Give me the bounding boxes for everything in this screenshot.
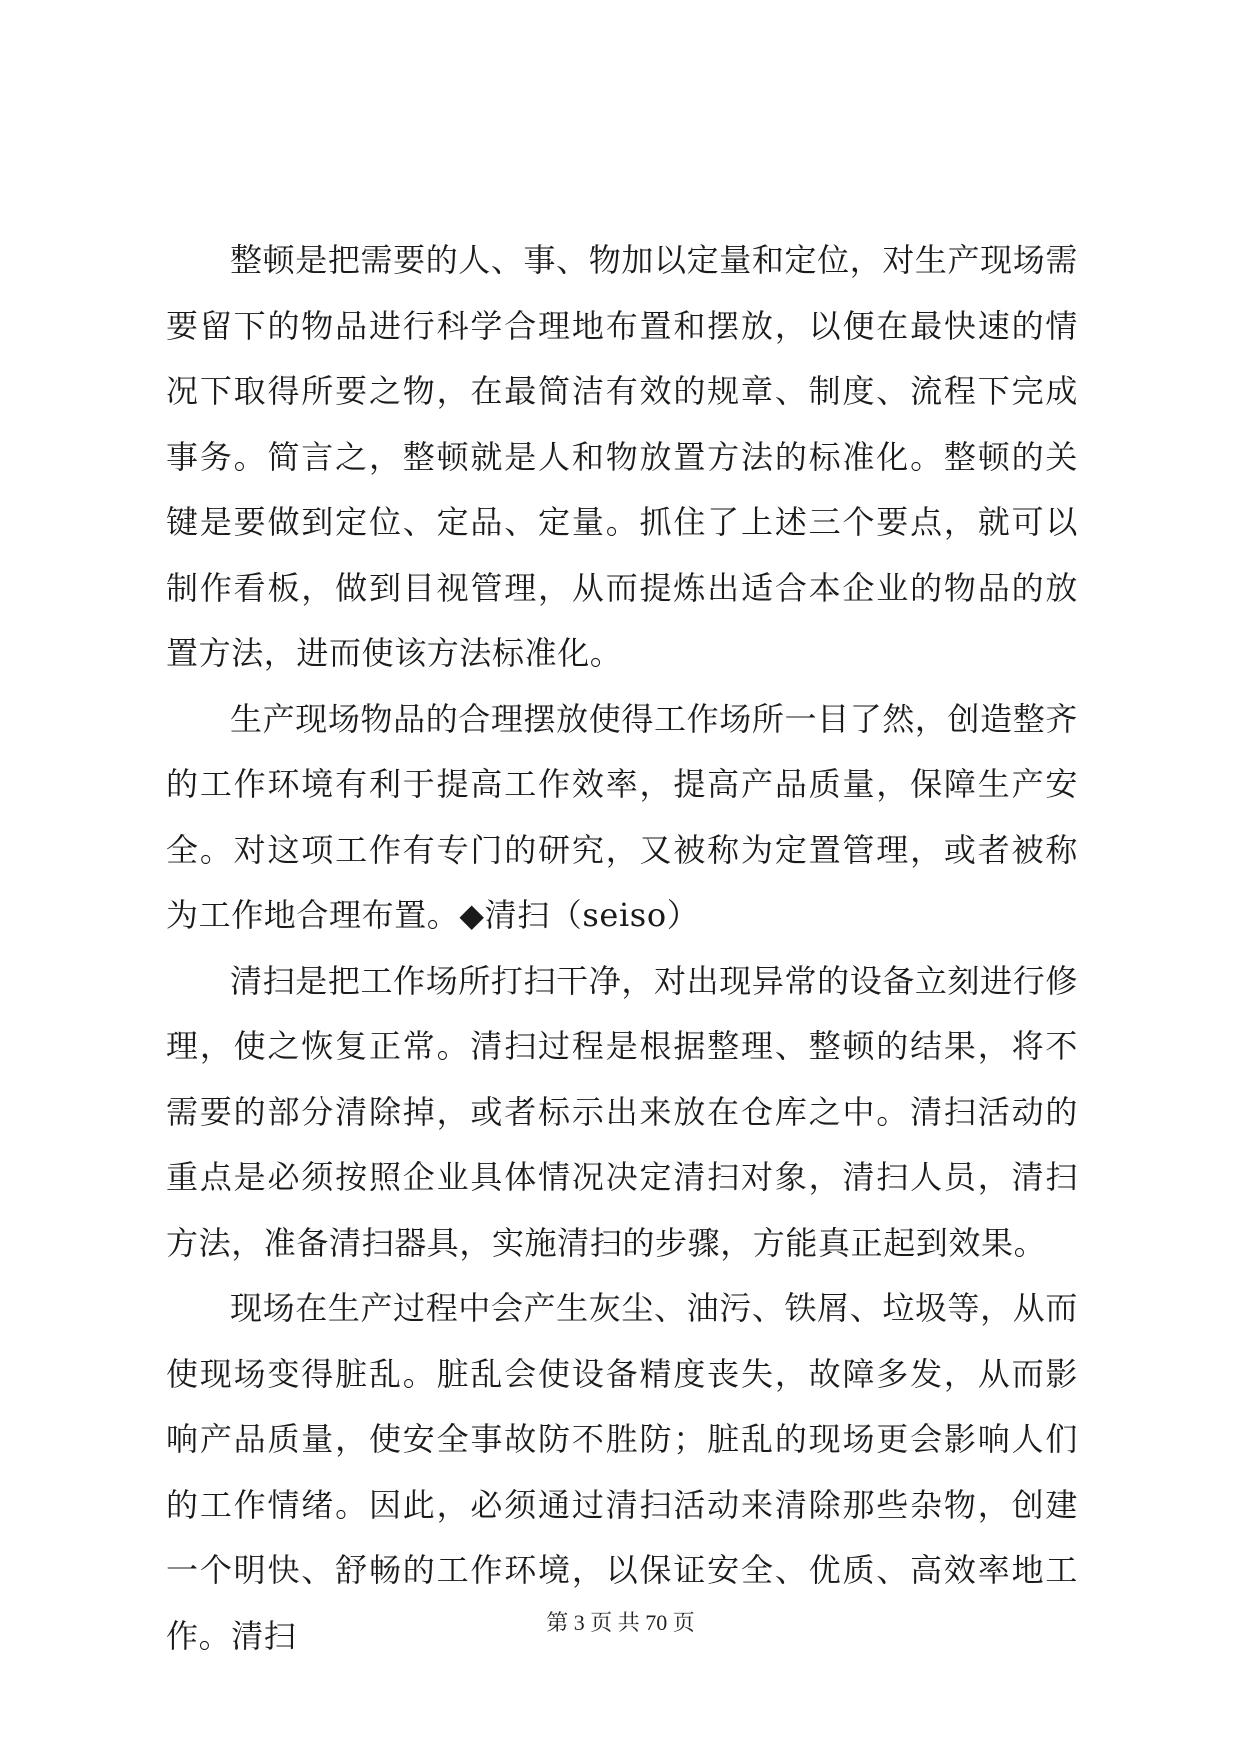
paragraph-qingsao-definition: 清扫是把工作场所打扫干净，对出现异常的设备立刻进行修理，使之恢复正常。清扫过程是根据整理、整顿的结果，将不需要的部分清除掉，或者标示出来放在仓库之中。清扫活动的重点是必须按照企业具体情况决定清扫对象，清扫人员，清扫方法，准备清扫器具，实施清扫的步骤，方能真正起到效果。 xyxy=(166,961,1078,1262)
paragraph-zhengdun-definition: 整顿是把需要的人、事、物加以定量和定位，对生产现场需要留下的物品进行科学合理地布置和摆放，以便在最快速的情况下取得所要之物，在最简洁有效的规章、制度、流程下完成事务。简言之，整顿就是人和物放置方法的标准化。整顿的关键是要做到定位、定品、定量。抓住了上述三个要点，就可以制作看板，做到目视管理，从而提炼出适合本企业的物品的放置方法，进而使该方法标准化。 xyxy=(166,241,1078,672)
paragraph-item-placement: 生产现场物品的合理摆放使得工作场所一目了然，创造整齐的工作环境有利于提高工作效率，提高产品质量，保障生产安全。对这项工作有专门的研究，又被称为定置管理，或者被称为工作地合理布置。◆清扫（seiso） xyxy=(166,699,1078,934)
paragraph-site-cleanliness: 现场在生产过程中会产生灰尘、油污、铁屑、垃圾等，从而使现场变得脏乱。脏乱会使设备精度丧失，故障多发，从而影响产品质量，使安全事故防不胜防；脏乱的现场更会影响人们的工作情绪。因此，必须通过清扫活动来清除那些杂物，创建一个明快、舒畅的工作环境，以保证安全、优质、高效率地工作。清扫 xyxy=(166,1289,1078,1655)
body-text xyxy=(166,228,1078,1669)
page-number-footer: 第 3 页 共 70 页 xyxy=(546,1610,695,1635)
